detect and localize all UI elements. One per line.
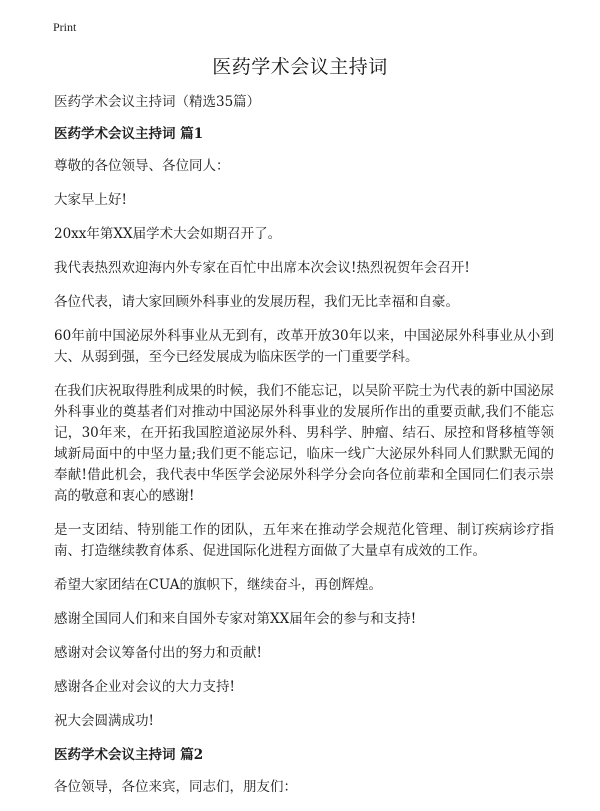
document-title: 医药学术会议主持词: [212, 56, 388, 78]
paragraph: 感谢对会议筹备付出的努力和贡献!: [54, 645, 262, 661]
paragraph: 大家早上好!: [54, 192, 127, 208]
paragraph: 60年前中国泌尿外科事业从无到有，改革开放30年以来，中国泌尿外科事业从小到大、从弱到强，至今已经发展成为临床医学的一门重要学科。: [54, 328, 554, 365]
section-heading-1: 医药学术会议主持词 篇1: [54, 126, 204, 142]
section-heading-2: 医药学术会议主持词 篇2: [54, 747, 204, 763]
paragraph: 感谢全国同人们和来自国外专家对第XX届年会的参与和支持!: [54, 611, 417, 627]
paragraph: 希望大家团结在CUA的旗帜下，继续奋斗，再创辉煌。: [54, 577, 383, 593]
paragraph: 是一支团结、特别能工作的团队，五年来在推动学会规范化管理、制订疾病诊疗指南、打造继续教育体系、促进国际化进程方面做了大量卓有成效的工作。: [54, 522, 554, 559]
paragraph: 各位代表，请大家回顾外科事业的发展历程，我们无比幸福和自豪。: [54, 294, 459, 310]
paragraph: 祝大会圆满成功!: [54, 713, 154, 729]
document-body: [54, 92, 554, 811]
print-label: Print: [53, 20, 77, 34]
paragraph: 各位领导，各位来宾，同志们，朋友们：: [54, 779, 297, 795]
paragraph: 我代表热烈欢迎海内外专家在百忙中出席本次会议!热烈祝贺年会召开!: [54, 260, 470, 276]
paragraph: 尊敬的各位领导、各位同人：: [54, 158, 230, 174]
paragraph: 在我们庆祝取得胜利成果的时候，我们不能忘记，以吴阶平院士为代表的新中国泌尿外科事业的奠基者们对推动中国泌尿外科事业的发展所作出的重要贡献,我们不能忘记，30年来，在开拓我国腔道泌尿外科、男科学、肿瘤、结石、尿控和肾移植等领域新局面中的中坚力量;我们更不能忘记，临床一线广大泌尿外科同人们默默无闻的奉献!借此机会，我代表中华医学会泌尿外科学分会向各位前辈和全国同仁们表示崇高的敬意和衷心的感谢!: [54, 383, 554, 504]
paragraph: 感谢各企业对会议的大力支持!: [54, 679, 235, 695]
subtitle: 医药学术会议主持词（精选35篇）: [54, 94, 261, 110]
paragraph: 20xx年第XX届学术大会如期召开了。: [54, 226, 282, 242]
